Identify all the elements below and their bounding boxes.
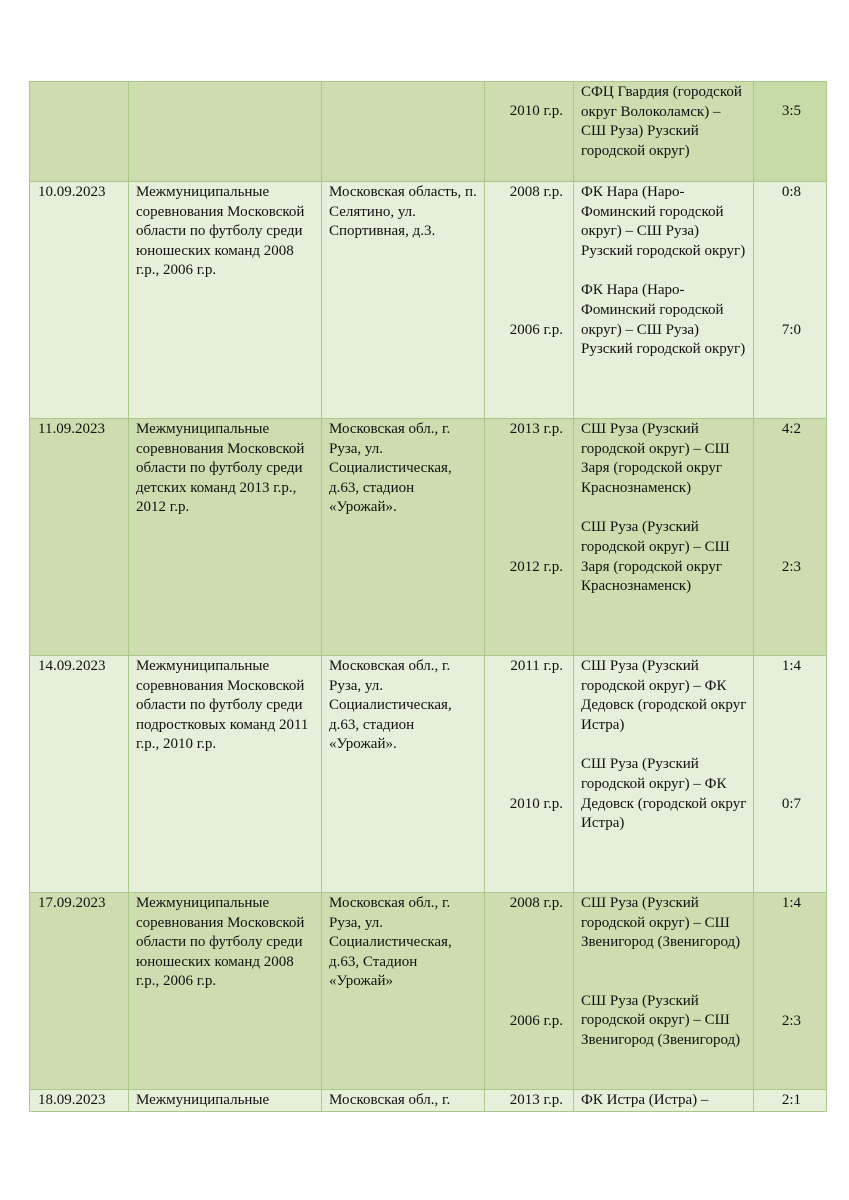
birth-year: 2011 г.р. bbox=[510, 658, 563, 674]
score: 0:8 bbox=[781, 184, 801, 200]
event-name-cell bbox=[129, 82, 322, 182]
birth-year-cell bbox=[485, 656, 574, 893]
score: 7:0 bbox=[781, 321, 801, 338]
teams: СШ Руза (Рузский городской округ) – ФК Дедовск (городской округ Истра) bbox=[581, 756, 747, 832]
venue-cell bbox=[322, 82, 485, 182]
score-cell bbox=[754, 182, 827, 419]
score: 2:3 bbox=[781, 558, 801, 575]
table-row bbox=[30, 82, 827, 182]
teams: ФК Нара (Наро-Фоминский городской округ) – СШ Руза) Рузский городской округ) bbox=[581, 184, 746, 259]
venue-cell: Московская обл., г. bbox=[322, 1090, 485, 1112]
teams: СШ Руза (Рузский городской округ) – ФК Дедовск (городской округ Истра) bbox=[581, 658, 747, 733]
birth-year: 2010 г.р. bbox=[509, 795, 563, 812]
teams: СШ Руза (Рузский городской округ) – СШ Заря (городской округ Краснознаменск) bbox=[581, 519, 730, 595]
teams: ФК Нара (Наро-Фоминский городской округ) – СШ Руза) Рузский городской округ) bbox=[581, 282, 746, 358]
birth-year: 2006 г.р. bbox=[509, 321, 563, 338]
table-row bbox=[30, 656, 827, 893]
venue-cell: Московская обл., г. Руза, ул. Социалистическая, д.63, стадион «Урожай». bbox=[322, 419, 485, 656]
score: 1:4 bbox=[781, 895, 801, 911]
teams: СШ Руза (Рузский городской округ) – СШ Звенигород (Звенигород) bbox=[581, 895, 741, 951]
score-cell bbox=[754, 893, 827, 1090]
date-cell: 11.09.2023 bbox=[30, 419, 129, 656]
teams-cell bbox=[574, 893, 754, 1090]
score: 0:7 bbox=[781, 795, 801, 812]
score-cell bbox=[754, 656, 827, 893]
teams: СШ Руза (Рузский городской округ) – СШ Заря (городской округ Краснознаменск) bbox=[581, 421, 730, 496]
score-cell bbox=[754, 1090, 827, 1112]
date-cell bbox=[30, 82, 129, 182]
birth-year: 2013 г.р. bbox=[509, 1092, 563, 1108]
score: 1:4 bbox=[781, 658, 801, 674]
birth-year-cell bbox=[485, 82, 574, 182]
birth-year-cell bbox=[485, 419, 574, 656]
teams: СШ Руза (Рузский городской округ) – СШ Звенигород (Звенигород) bbox=[581, 992, 741, 1048]
teams-cell bbox=[574, 1090, 754, 1112]
table-row bbox=[30, 419, 827, 656]
birth-year: 2013 г.р. bbox=[509, 421, 563, 437]
event-name-cell: Межмуниципальные соревнования Московской области по футболу среди детских команд 2013 г.р., 2012 г.р. bbox=[129, 419, 322, 656]
teams: СФЦ Гвардия (городской округ Волоколамск) – СШ Руза) Рузский городской округ) bbox=[581, 84, 742, 159]
score: 3:5 bbox=[781, 103, 801, 119]
birth-year-cell bbox=[485, 182, 574, 419]
results-table bbox=[29, 81, 827, 1112]
birth-year: 2012 г.р. bbox=[509, 558, 563, 575]
birth-year-cell bbox=[485, 893, 574, 1090]
score-cell bbox=[754, 419, 827, 656]
venue-cell: Московская обл., г. Руза, ул. Социалистическая, д.63, Стадион «Урожай» bbox=[322, 893, 485, 1090]
birth-year: 2008 г.р. bbox=[509, 895, 563, 911]
venue-cell: Московская область, п. Селятино, ул. Спортивная, д.3. bbox=[322, 182, 485, 419]
table-row bbox=[30, 893, 827, 1090]
teams-cell bbox=[574, 182, 754, 419]
date-cell: 10.09.2023 bbox=[30, 182, 129, 419]
teams-cell bbox=[574, 82, 754, 182]
event-name-cell: Межмуниципальные соревнования Московской области по футболу среди юношеских команд 2008 г.р., 2006 г.р. bbox=[129, 182, 322, 419]
event-name-cell: Межмуниципальные bbox=[129, 1090, 322, 1112]
score: 2:1 bbox=[781, 1092, 801, 1108]
teams-cell bbox=[574, 419, 754, 656]
teams-cell bbox=[574, 656, 754, 893]
score-cell bbox=[754, 82, 827, 182]
event-name-cell: Межмуниципальные соревнования Московской области по футболу среди подростковых команд 2011 г.р., 2010 г.р. bbox=[129, 656, 322, 893]
birth-year: 2010 г.р. bbox=[509, 103, 563, 119]
birth-year: 2006 г.р. bbox=[509, 1012, 563, 1029]
table-row bbox=[30, 182, 827, 419]
teams: ФК Истра (Истра) – bbox=[581, 1092, 709, 1108]
date-cell: 18.09.2023 bbox=[30, 1090, 129, 1112]
birth-year-cell bbox=[485, 1090, 574, 1112]
date-cell: 17.09.2023 bbox=[30, 893, 129, 1090]
table-row bbox=[30, 1090, 827, 1112]
score: 4:2 bbox=[781, 421, 801, 437]
event-name-cell: Межмуниципальные соревнования Московской области по футболу среди юношеских команд 2008 г.р., 2006 г.р. bbox=[129, 893, 322, 1090]
birth-year: 2008 г.р. bbox=[509, 184, 563, 200]
venue-cell: Московская обл., г. Руза, ул. Социалистическая, д.63, стадион «Урожай». bbox=[322, 656, 485, 893]
score: 2:3 bbox=[781, 1012, 801, 1029]
date-cell: 14.09.2023 bbox=[30, 656, 129, 893]
